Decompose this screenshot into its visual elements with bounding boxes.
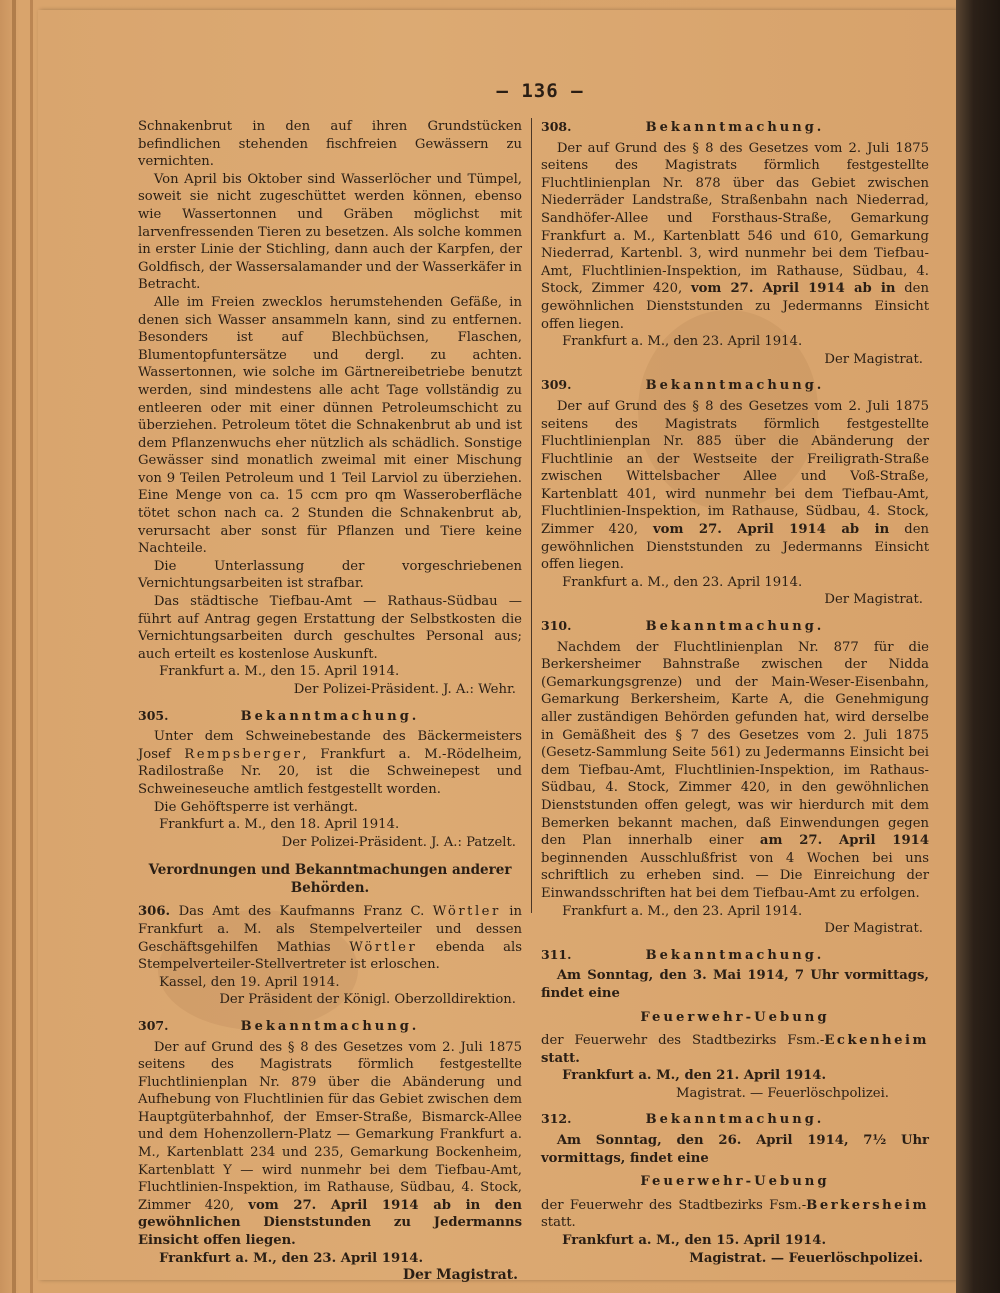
notice-number: 310. (541, 618, 572, 634)
notice-body-306 (138, 903, 522, 973)
text: der Feuerwehr des Stadtbezirks Fsm.- (541, 1197, 807, 1213)
person-name: Rempsberger (184, 746, 303, 762)
date-line: Frankfurt a. M., den 18. April 1914. (159, 817, 400, 833)
date-line: Frankfurt a. M., den 23. April 1914. (562, 574, 803, 590)
paragraph: Die Gehöftsperre ist verhängt. (153, 799, 359, 815)
notice-title: Bekanntmachung. (240, 1018, 420, 1034)
date-line: Frankfurt a. M., den 15. April 1914. (562, 1233, 827, 1249)
page-edge-line (30, 0, 33, 1293)
notice-body (138, 728, 522, 798)
notice-header-310 (541, 617, 929, 636)
text-bold: vom 27. April 1914 ab in (690, 281, 896, 297)
text: ebenda als Stempelverteiler-Stellvertreter ist erloschen. (138, 939, 522, 973)
notice-title: Bekanntmachung. (240, 708, 420, 724)
notice-title: Bekanntmachung. (645, 378, 825, 394)
notice-number: 307. (138, 1017, 169, 1033)
notice-header-307 (138, 1017, 522, 1036)
text: statt. (541, 1215, 576, 1231)
right-column (541, 118, 929, 1267)
text: Der auf Grund des § 8 des Gesetzes vom 2. Juli 1875 seitens des Magistrats förmlich festgestellte Fluchtlinienplan Nr. 878 über das Gebiet zwischen Niederräder Landstraße, Straßenbahn nach Niederrad, Sandhöfer-Allee und Forsthaus-Straße, Gemarkung Frankfurt a. M., Kartenblatt 546 und 610, Gemarkung Niederrad, Kartenbl. 3, wird nunmehr bei dem Tiefbau-Amt, Fluchtlinien-Inspektion, im Rathause, Südbau, 4. Stock, Zimmer 420, (541, 140, 929, 297)
district-name: Berkersheim (806, 1197, 929, 1213)
text-bold: vom 27. April 1914 ab in den gewöhnlichen Dienststunden zu Jedermanns Einsicht offen liegen. (138, 1197, 522, 1249)
text: in Frankfurt a. M. als Stempelverteiler und dessen Geschäftsgehilfen Mathias (138, 904, 522, 955)
signature: Der Magistrat. (824, 592, 923, 608)
notice-body: Am Sonntag, den 3. Mai 1914, 7 Uhr vormittags, findet eine (541, 968, 929, 1001)
notice-header-312 (541, 1110, 929, 1129)
notice-body: Am Sonntag, den 26. April 1914, 7½ Uhr vormittags, findet eine (541, 1133, 929, 1166)
book-spine (956, 0, 1000, 1293)
notice-subheading: Feuerwehr-Uebung (640, 1174, 830, 1190)
notice-body (541, 639, 929, 903)
notice-number: 308. (541, 119, 572, 134)
date-line: Frankfurt a. M., den 21. April 1914. (562, 1068, 827, 1084)
signature: Der Polizei-Präsident. J. A.: Patzelt. (281, 834, 516, 850)
signature: Magistrat. — Feuerlöschpolizei. (689, 1250, 923, 1266)
signature: Der Präsident der Königl. Oberzolldirektion. (219, 992, 516, 1008)
date-line: Frankfurt a. M., den 23. April 1914. (159, 1250, 424, 1266)
notice-body (541, 398, 929, 574)
page-edge-line (12, 0, 16, 1293)
paragraph: Schnakenbrut in den auf ihren Grundstücken befindlichen stehenden fischfreien Gewässern zu vernichten. (138, 119, 522, 170)
notice-number: 312. (541, 1111, 572, 1127)
notice-header-305 (138, 707, 522, 726)
notice-number: 305. (138, 707, 169, 723)
text-bold: am 27. April 1914 (759, 833, 930, 849)
text: den gewöhnlichen Dienststunden zu Jedermanns Einsicht offen liegen. (541, 522, 929, 573)
notice-body (541, 1197, 929, 1232)
date-line: Frankfurt a. M., den 15. April 1914. (159, 664, 400, 680)
text: Das Amt des Kaufmanns Franz C. (178, 904, 425, 920)
notice-header-308 (541, 118, 929, 137)
signature: Der Magistrat. (824, 921, 923, 937)
text: statt. (541, 1050, 580, 1066)
notice-number: 311. (541, 946, 572, 962)
paragraph: Alle im Freien zwecklos herumstehenden Gefäße, in denen sich Wasser ansammeln kann, sind zu entfernen. Besonders ist auf Blechbüchsen, Flaschen, Blumentopfuntersätze und dergl. zu achten. Wassertonnen, wie solche im Gärtnereibetriebe benutzt werden, sind mindestens alle acht Tage vollständig zu entleeren oder mit einer dünnen Petroleumschicht zu überziehen. Petroleum tötet die Schnakenbrut ab und ist dem Pflanzenwuchs eher nützlich als schädlich. Sonstige Gewässer sind monatlich zweimal mit einer Mischung von 9 Teilen Petroleum und 1 Teil Larviol zu überziehen. Eine Menge von ca. 15 ccm pro qm Wasseroberfläche tötet schon nach ca. 2 Stunden die Schnakenbrut ab, verursacht aber sonst für Pflanzen und Tiere keine Nachteile. (138, 294, 522, 557)
notice-body (541, 140, 929, 334)
person-name: Wörtler (349, 939, 418, 955)
text-bold: vom 27. April 1914 ab in (653, 522, 890, 538)
text: den gewöhnlichen Dienststunden zu Jedermanns Einsicht offen liegen. (541, 281, 929, 332)
text: Unter dem Schweinebestande des Bäckermeisters Josef (138, 729, 522, 762)
signature: Magistrat. — Feuerlöschpolizei. (676, 1085, 889, 1101)
paragraph: Die Unterlassung der vorgeschriebenen Vernichtungsarbeiten ist strafbar. (138, 558, 522, 592)
signature: Der Polizei-Präsident. J. A.: Wehr. (293, 682, 516, 697)
date-line: Frankfurt a. M., den 23. April 1914. (562, 334, 803, 350)
text: , Frankfurt a. M.-Rödelheim, Radilostraße Nr. 20, ist die Schweinepest und Schweineseuche amtlich festgestellt worden. (138, 746, 522, 797)
notice-title: Bekanntmachung. (645, 619, 825, 635)
text: Nachdem der Fluchtlinienplan Nr. 877 für die Berkersheimer Bahnstraße zwischen der Nidda (Gemarkungsgrenze) und der Main-Weser-Eisenbahn, Gemarkung Berkersheim, Karte A, die Genehmigung aller zuständigen Behörden gefunden hat, wird derselbe in Gemäßheit des § 7 des Gesetzes vom 2. Juli 1875 (Gesetz-Sammlung Seite 561) zu Jedermanns Einsicht bei dem Tiefbau-Amt, Fluchtlinien-Inspektion, im Rathaus-Südbau, 4. Stock, Zimmer 420, in den gewöhnlichen Dienststunden offen gelegt, was wir hierdurch mit dem Bemerken bekannt machen, daß Einwendungen gegen den Plan innerhalb einer (541, 639, 929, 849)
signature: Der Magistrat. (824, 351, 923, 367)
notice-number: 309. (541, 377, 572, 393)
notice-body (138, 1039, 522, 1250)
section-heading: Verordnungen und Bekanntmachungen anderer Behörden. (148, 862, 512, 897)
text: beginnenden Ausschlußfrist von 4 Wochen bei uns schriftlich zu erheben sind. — Die Einreichung der Einwandsschriften hat bei dem Tiefbau-Amt zu erfolgen. (541, 850, 929, 901)
notice-title: Bekanntmachung. (645, 1112, 825, 1128)
notice-title: Bekanntmachung. (645, 120, 825, 135)
district-name: Eckenheim (824, 1033, 929, 1049)
column-divider (531, 118, 532, 913)
date-line: Kassel, den 19. April 1914. (159, 974, 340, 990)
notice-title: Bekanntmachung. (645, 947, 825, 963)
person-name: Wörtler (432, 904, 501, 920)
date-line: Frankfurt a. M., den 23. April 1914. (562, 903, 803, 919)
notice-number: 306. (138, 904, 171, 920)
text: Der auf Grund des § 8 des Gesetzes vom 2. Juli 1875 seitens des Magistrats förmlich festgestellte Fluchtlinienplan Nr. 879 über die Abänderung und Aufhebung von Fluchtlinien für das Gebiet zwischen dem Hauptgüterbahnhof, der Emser-Straße, Bismarck-Allee und dem Hohenzollern-Platz — Gemarkung Frankfurt a. M., Kartenblatt 234 und 235, Gemarkung Bockenheim, Kartenblatt Y — wird nunmehr bei dem Tiefbau-Amt, Fluchtlinien-Inspektion, im Rathause, Südbau, 4. Stock, Zimmer 420, (138, 1039, 522, 1213)
paragraph: Von April bis Oktober sind Wasserlöcher und Tümpel, soweit sie nicht zugeschüttet werden können, ebenso wie Wassertonnen und Gräben möglichst mit larvenfressenden Tieren zu besetzen. Als solche kommen in erster Linie der Stichling, dann auch der Karpfen, der Goldfisch, der Wassersalamander und der Wasserkäfer in Betracht. (138, 171, 522, 293)
text: Der auf Grund des § 8 des Gesetzes vom 2. Juli 1875 seitens des Magistrats förmlich festgestellte Fluchtlinienplan Nr. 885 über die Abänderung der Fluchtlinie an der Westseite der Freiligrath-Straße zwischen Wittelsbacher Allee und Voß-Straße, Kartenblatt 401, wird nunmehr bei dem Tiefbau-Amt, Fluchtlinien-Inspektion, im Rathause, Südbau, 4. Stock, Zimmer 420, (541, 398, 929, 538)
left-column (138, 118, 522, 1285)
page-number: — 136 — (496, 80, 584, 102)
notice-header-311 (541, 946, 929, 965)
notice-header-309 (541, 376, 929, 395)
paragraph: Das städtische Tiefbau-Amt — Rathaus-Südbau — führt auf Antrag gegen Erstattung der Selbstkosten die Vernichtungsarbeiten durch geschultes Personal aus; auch erteilt es kostenlose Auskunft. (138, 594, 522, 662)
notice-subheading: Feuerwehr-Uebung (640, 1009, 830, 1025)
text: der Feuerwehr des Stadtbezirks Fsm.- (541, 1033, 825, 1049)
notice-body (541, 1032, 929, 1067)
signature: Der Magistrat. (402, 1267, 518, 1284)
